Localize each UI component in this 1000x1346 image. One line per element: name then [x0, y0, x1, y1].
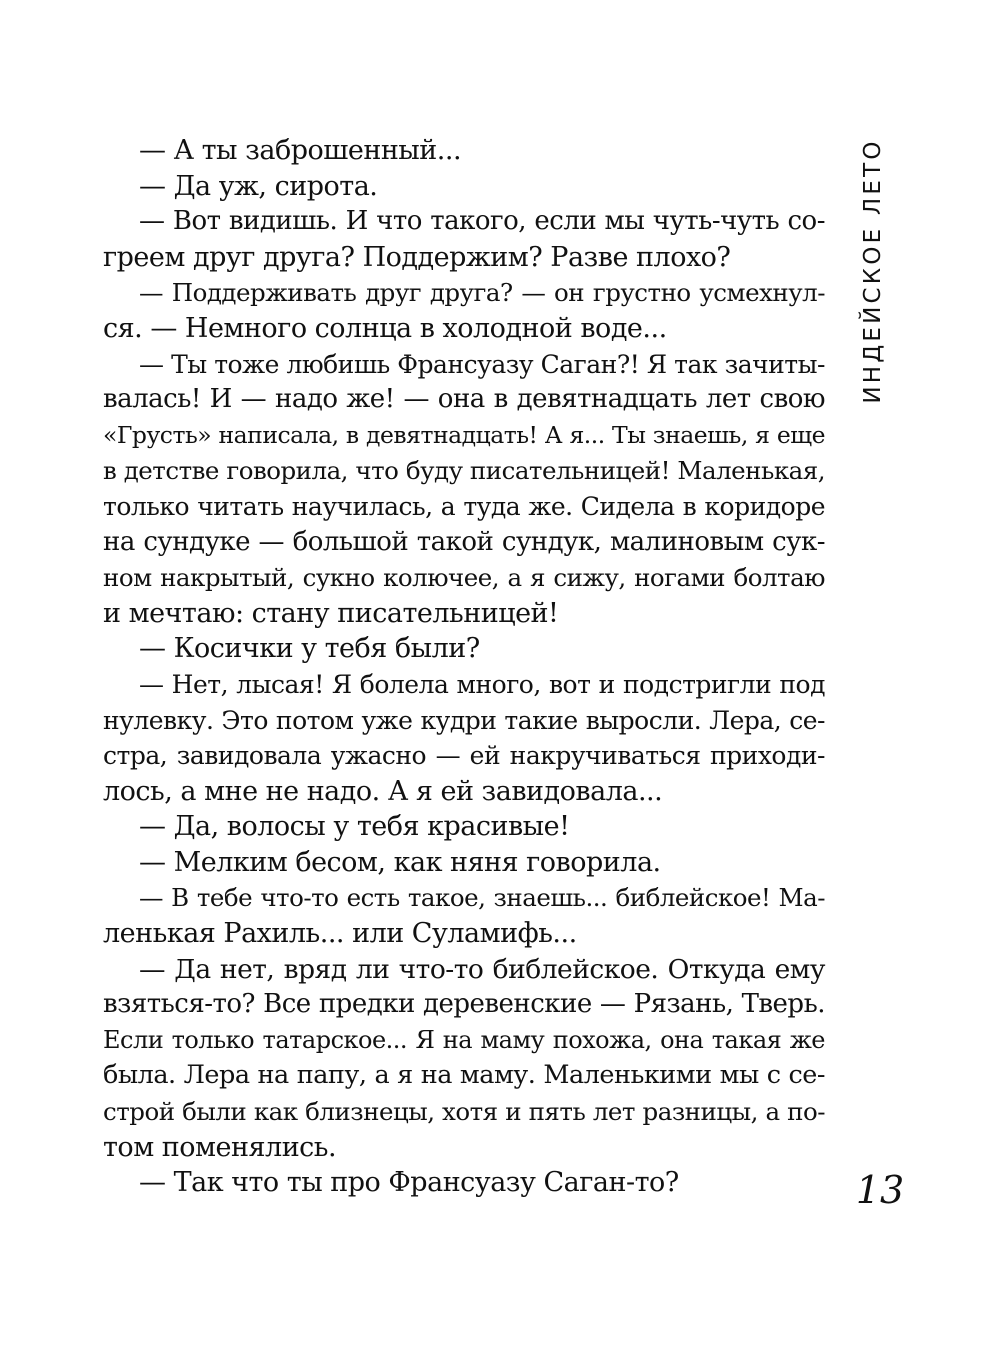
text-line: ленькая Рахиль... или Суламифь... — [103, 918, 577, 950]
text-line: — Да нет, вряд ли что-то библейское. Откуда ему — [139, 953, 825, 985]
text-line: взяться-то? Все предки деревенские — Рязань, Тверь. — [103, 989, 825, 1020]
text-line: строй были как близнецы, хотя и пять лет разницы, а по- — [103, 1097, 825, 1127]
text-line: — Косички у тебя были? — [139, 633, 480, 665]
running-head — [857, 136, 889, 406]
text-line: стра, завидовала ужасно — ей накручиваться приходи- — [103, 741, 825, 771]
text-line: — В тебе что-то есть такое, знаешь... библейское! Ма- — [139, 883, 825, 913]
text-line: в детстве говорила, что буду писательницей! Маленькая, — [103, 456, 825, 486]
text-line: том поменялись. — [103, 1131, 337, 1163]
text-line: — Мелким бесом, как няня говорила. — [139, 846, 661, 878]
text-line: ся. — Немного солнца в холодной воде... — [103, 312, 667, 344]
text-line: — Нет, лысая! Я болела много, вот и подстригли под — [139, 669, 825, 699]
text-line: греем друг друга? Поддержим? Разве плохо? — [103, 241, 731, 273]
page-number: 13 — [855, 1168, 905, 1212]
text-line: — Вот видишь. И что такого, если мы чуть-чуть со- — [139, 206, 825, 237]
body-text — [103, 133, 825, 1201]
text-line: — Так что ты про Франсуазу Саган-то? — [139, 1167, 679, 1199]
text-line: лось, а мне не надо. А я ей завидовала... — [103, 775, 663, 807]
text-line: валась! И — надо же! — она в девятнадцать лет свою — [103, 384, 825, 415]
text-line: ном накрытый, сукно колючее, а я сижу, ногами болтаю — [103, 563, 825, 593]
text-line: — Да, волосы у тебя красивые! — [139, 811, 570, 843]
running-head-title: ИНДЕЙСКОЕ ЛЕТО — [860, 138, 886, 404]
text-line: только читать научилась, а туда же. Сидела в коридоре — [103, 491, 825, 521]
text-line: на сундуке — большой такой сундук, малиновым сук- — [103, 526, 825, 557]
text-line: и мечтаю: стану писательницей! — [103, 597, 559, 629]
text-line: «Грусть» написала, в девятнадцать! А я... Ты знаешь, я еще — [103, 420, 825, 449]
text-line: — Поддерживать друг друга? — он грустно усмехнул- — [139, 278, 825, 308]
text-line: — Да уж, сирота. — [139, 170, 378, 202]
text-line: — Ты тоже любишь Франсуазу Саган?! Я так зачиты- — [139, 349, 825, 379]
text-line: нулевку. Это потом уже кудри такие выросли. Лера, се- — [103, 705, 825, 735]
text-line: — А ты заброшенный... — [139, 135, 462, 166]
text-line: Если только татарское... Я на маму похожа, она такая же — [103, 1025, 825, 1054]
text-line: была. Лера на папу, а я на маму. Маленькими мы с се- — [103, 1060, 825, 1091]
